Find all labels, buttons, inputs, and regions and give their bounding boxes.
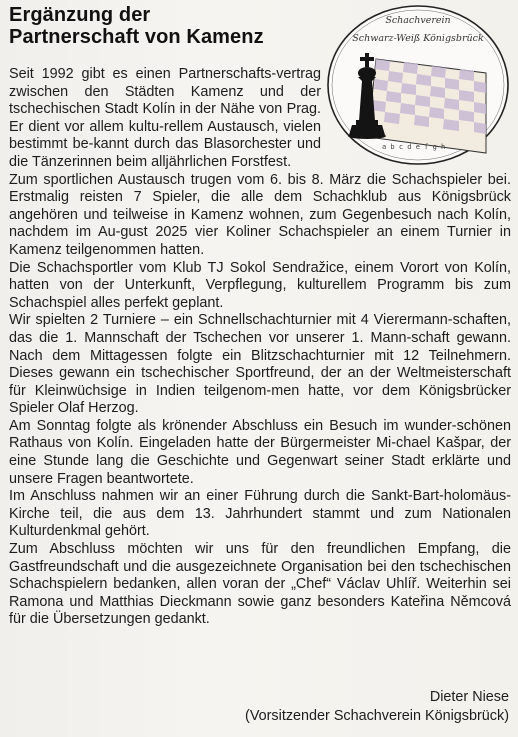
- logo-text-line-1: Schachverein: [385, 15, 451, 26]
- article-body: [9, 66, 511, 629]
- article-title: [9, 4, 309, 48]
- article-paragraph: Zum Abschluss möchten wir uns für den freundlichen Empfang, die Gastfreundschaft und die ausgezeichnete Organisation bei den tschechischen Schachspielern bedanken, allen voran der „Chef“ Václav Uhlíř. Weiterhin sei Ramona und Matthias Dieckmann sowie ganz besonders Kateřina Němcová für die Übersetzungen gedankt.: [9, 541, 511, 628]
- article-signature: [245, 688, 509, 726]
- article-paragraph: Wir spielten 2 Turniere – ein Schnellschachturnier mit 4 Vierermann-schaften, das die 1. Mannschaft der Tschechen vor unserer 1. Mann-schaft gewann. Nach dem Mittagessen folgte ein Blitzschachturnier mit 12 Teilnehmern. Dieses gewann ein tschechischer Sportfreund, der an der Weltmeisterschaft für Kleinwüchsige in Indien teilgenom-men hatte, vor dem Königsbrücker Spieler Olaf Herzog.: [9, 312, 511, 417]
- author-name: Dieter Niese: [429, 689, 509, 705]
- article-header: [9, 4, 309, 48]
- article-paragraph: Zum sportlichen Austausch trugen vom 6. bis 8. März die Schachspieler bei. Erstmalig reisten 7 Spieler, die alle dem Schachklub aus Königsbrück angehören und teilweise in Kamenz wohnen, zum Gegenbesuch nach Kolín, nachdem im Au-gust 2025 vier Koliner Schachspieler an einem Turnier in Kamenz teilgenommen hatten.: [9, 171, 511, 258]
- article-paragraph: Seit 1992 gibt es einen Partnerschafts-vertrag zwischen den Städten Kamenz und der tschechischen Stadt Kolín in der Nähe von Prag. Er dient vor allem kultu-rellem Austausch, vielen bestimmt be-kannt durch das Blasorchester und die Tänzerinnen beim alljährlichen Forstfest.: [9, 66, 321, 170]
- logo-text-line-2: Schwarz-Weiß Königsbrück: [352, 33, 484, 44]
- title-line-1: Ergänzung der: [9, 4, 151, 26]
- title-line-2: Partnerschaft von Kamenz: [9, 26, 264, 48]
- author-role: (Vorsitzender Schachverein Königsbrück): [245, 708, 509, 724]
- article-paragraph: Die Schachsportler vom Klub TJ Sokol Sendražice, einem Vorort von Kolín, hatten von der Unterkunft, Verpflegung, kulturellem Programm bis zum Schachspiel alles perfekt geplant.: [9, 259, 511, 311]
- board-file-labels: a b c d e f g h: [382, 143, 446, 151]
- article-paragraph: Am Sonntag folgte als krönender Abschluss ein Besuch im wunder-schönen Rathaus von Kolín. Eingeladen hatte der Bürgermeister Mi-chael Kašpar, der eine Stunde lang die Geschichte und Gegenwart seiner Stadt erklärte und unsere Fragen beantwortete.: [9, 417, 511, 487]
- article-paragraph: Im Anschluss nahmen wir an einer Führung durch die Sankt-Bart-holomäus-Kirche teil, die aus dem 13. Jahrhundert stammt und zum Nationalen Kulturdenkmal gehört.: [9, 488, 511, 540]
